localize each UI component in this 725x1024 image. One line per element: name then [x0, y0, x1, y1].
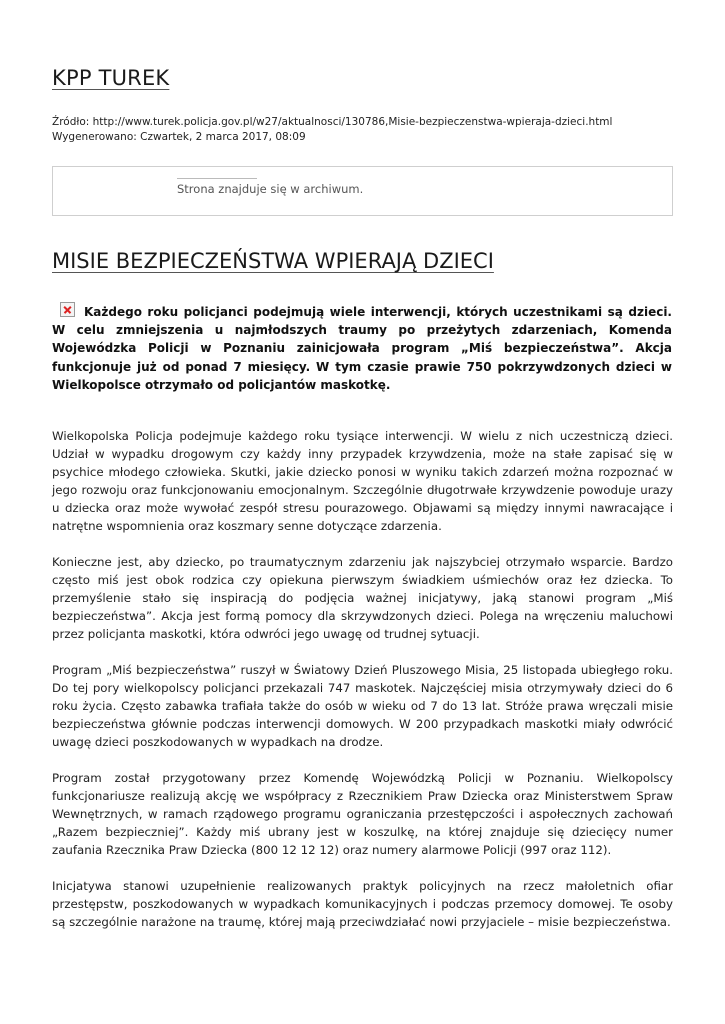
- article-title[interactable]: MISIE BEZPIECZEŃSTWA WPIERAJĄ DZIECI: [52, 249, 494, 273]
- article-paragraph: Wielkopolska Policja podejmuje każdego roku tysiące interwencji. W wielu z nich uczestniczą dzieci. Udział w wypadku drogowym czy każdy inny przypadek krzywdzenia, może na stałe zapisać się w psychice młodego człowieka. Skutki, jakie dziecko ponosi w wyniku takich zdarzeń można rozpoznać w jego rozwoju oraz funkcjonowaniu emocjonalnym. Szczególnie długotrwałe krzywdzenie powoduje urazy u dziecka oraz może wywołać zespół stresu pourazowego. Objawami są między innymi nawracające i natrętne wspomnienia oraz koszmary senne dotyczące zdarzenia.: [52, 429, 673, 534]
- site-title[interactable]: KPP TUREK: [52, 66, 170, 90]
- article-lead: [52, 302, 672, 394]
- archive-notice: [52, 166, 673, 216]
- archive-notice-text: Strona znajduje się w archiwum.: [177, 182, 364, 196]
- article-lead-text: Każdego roku policjanci podejmują wiele interwencji, których uczestnikami są dzieci. W celu zmniejszenia u najmłodszych traumy po przeżytych zdarzeniach, Komenda Wojewódzka Policji w Poznaniu zainicjowała program „Miś bezpieczeństwa”. Akcja funkcjonuje już od ponad 7 miesięcy. W tym czasie prawie 750 pokrzywdzonych dzieci w Wielkopolsce otrzymało od policjantów maskotkę.: [52, 305, 672, 392]
- article-paragraph: Konieczne jest, aby dziecko, po traumatycznym zdarzeniu jak najszybciej otrzymało wsparcie. Bardzo często miś jest obok rodzica czy opiekuna pierwszym świadkiem uśmiechów oraz łez dziecka. To przemyślenie stało się inspiracją do podjęcia ważnej inicjatywy, jaką stanowi program „Miś bezpieczeństwa”. Akcja jest formą pomocy dla skrzywdzonych dzieci. Polega na wręczeniu maluchowi przez policjanta maskotki, która odwróci jego uwagę od trudnej sytuacji.: [52, 555, 673, 642]
- source-line: Źródło: http://www.turek.policja.gov.pl/w27/aktualnosci/130786,Misie-bezpieczenstwa-wpieraja-dzieci.html: [52, 116, 613, 128]
- generated-line: Wygenerowano: Czwartek, 2 marca 2017, 08:09: [52, 130, 306, 143]
- article-body: [52, 427, 673, 949]
- broken-image-icon: [60, 302, 75, 317]
- archive-divider: [177, 178, 257, 179]
- article-paragraph: Inicjatywa stanowi uzupełnienie realizowanych praktyk policyjnych na rzecz małoletnich ofiar przestępstw, poszkodowanych w wypadkach komunikacyjnych i podczas przemocy domowej. Te osoby są szczególnie narażone na traumę, której mają przeciwdziałać nowi przyjaciele – misie bezpieczeństwa.: [52, 878, 673, 930]
- article-paragraph: Program został przygotowany przez Komendę Wojewódzką Policji w Poznaniu. Wielkopolscy funkcjonariusze realizują akcję we współpracy z Rzecznikiem Praw Dziecka oraz Ministerstwem Spraw Wewnętrznych, w ramach rządowego programu ograniczania przestępczości i aspołecznych zachowań „Razem bezpieczniej”. Każdy miś ubrany jest w koszulkę, na której znajduje się dziecięcy numer zaufania Rzecznika Praw Dziecka (800 12 12 12) oraz numery alarmowe Policji (997 oraz 112).: [52, 771, 673, 858]
- print-meta: [52, 115, 612, 144]
- article-paragraph: Program „Miś bezpieczeństwa” ruszył w Światowy Dzień Pluszowego Misia, 25 listopada ubiegłego roku. Do tej pory wielkopolscy policjanci przekazali 747 maskotek. Najczęściej misia otrzymywały dzieci do 6 roku życia. Często zabawka trafiała także do osób w wieku od 7 do 13 lat. Stróże prawa wręczali misie bezpieczeństwa głównie podczas interwencji domowych. W 200 przypadkach maskotki miały odwrócić uwagę dzieci poszkodowanych w wypadkach na drodze.: [52, 663, 673, 750]
